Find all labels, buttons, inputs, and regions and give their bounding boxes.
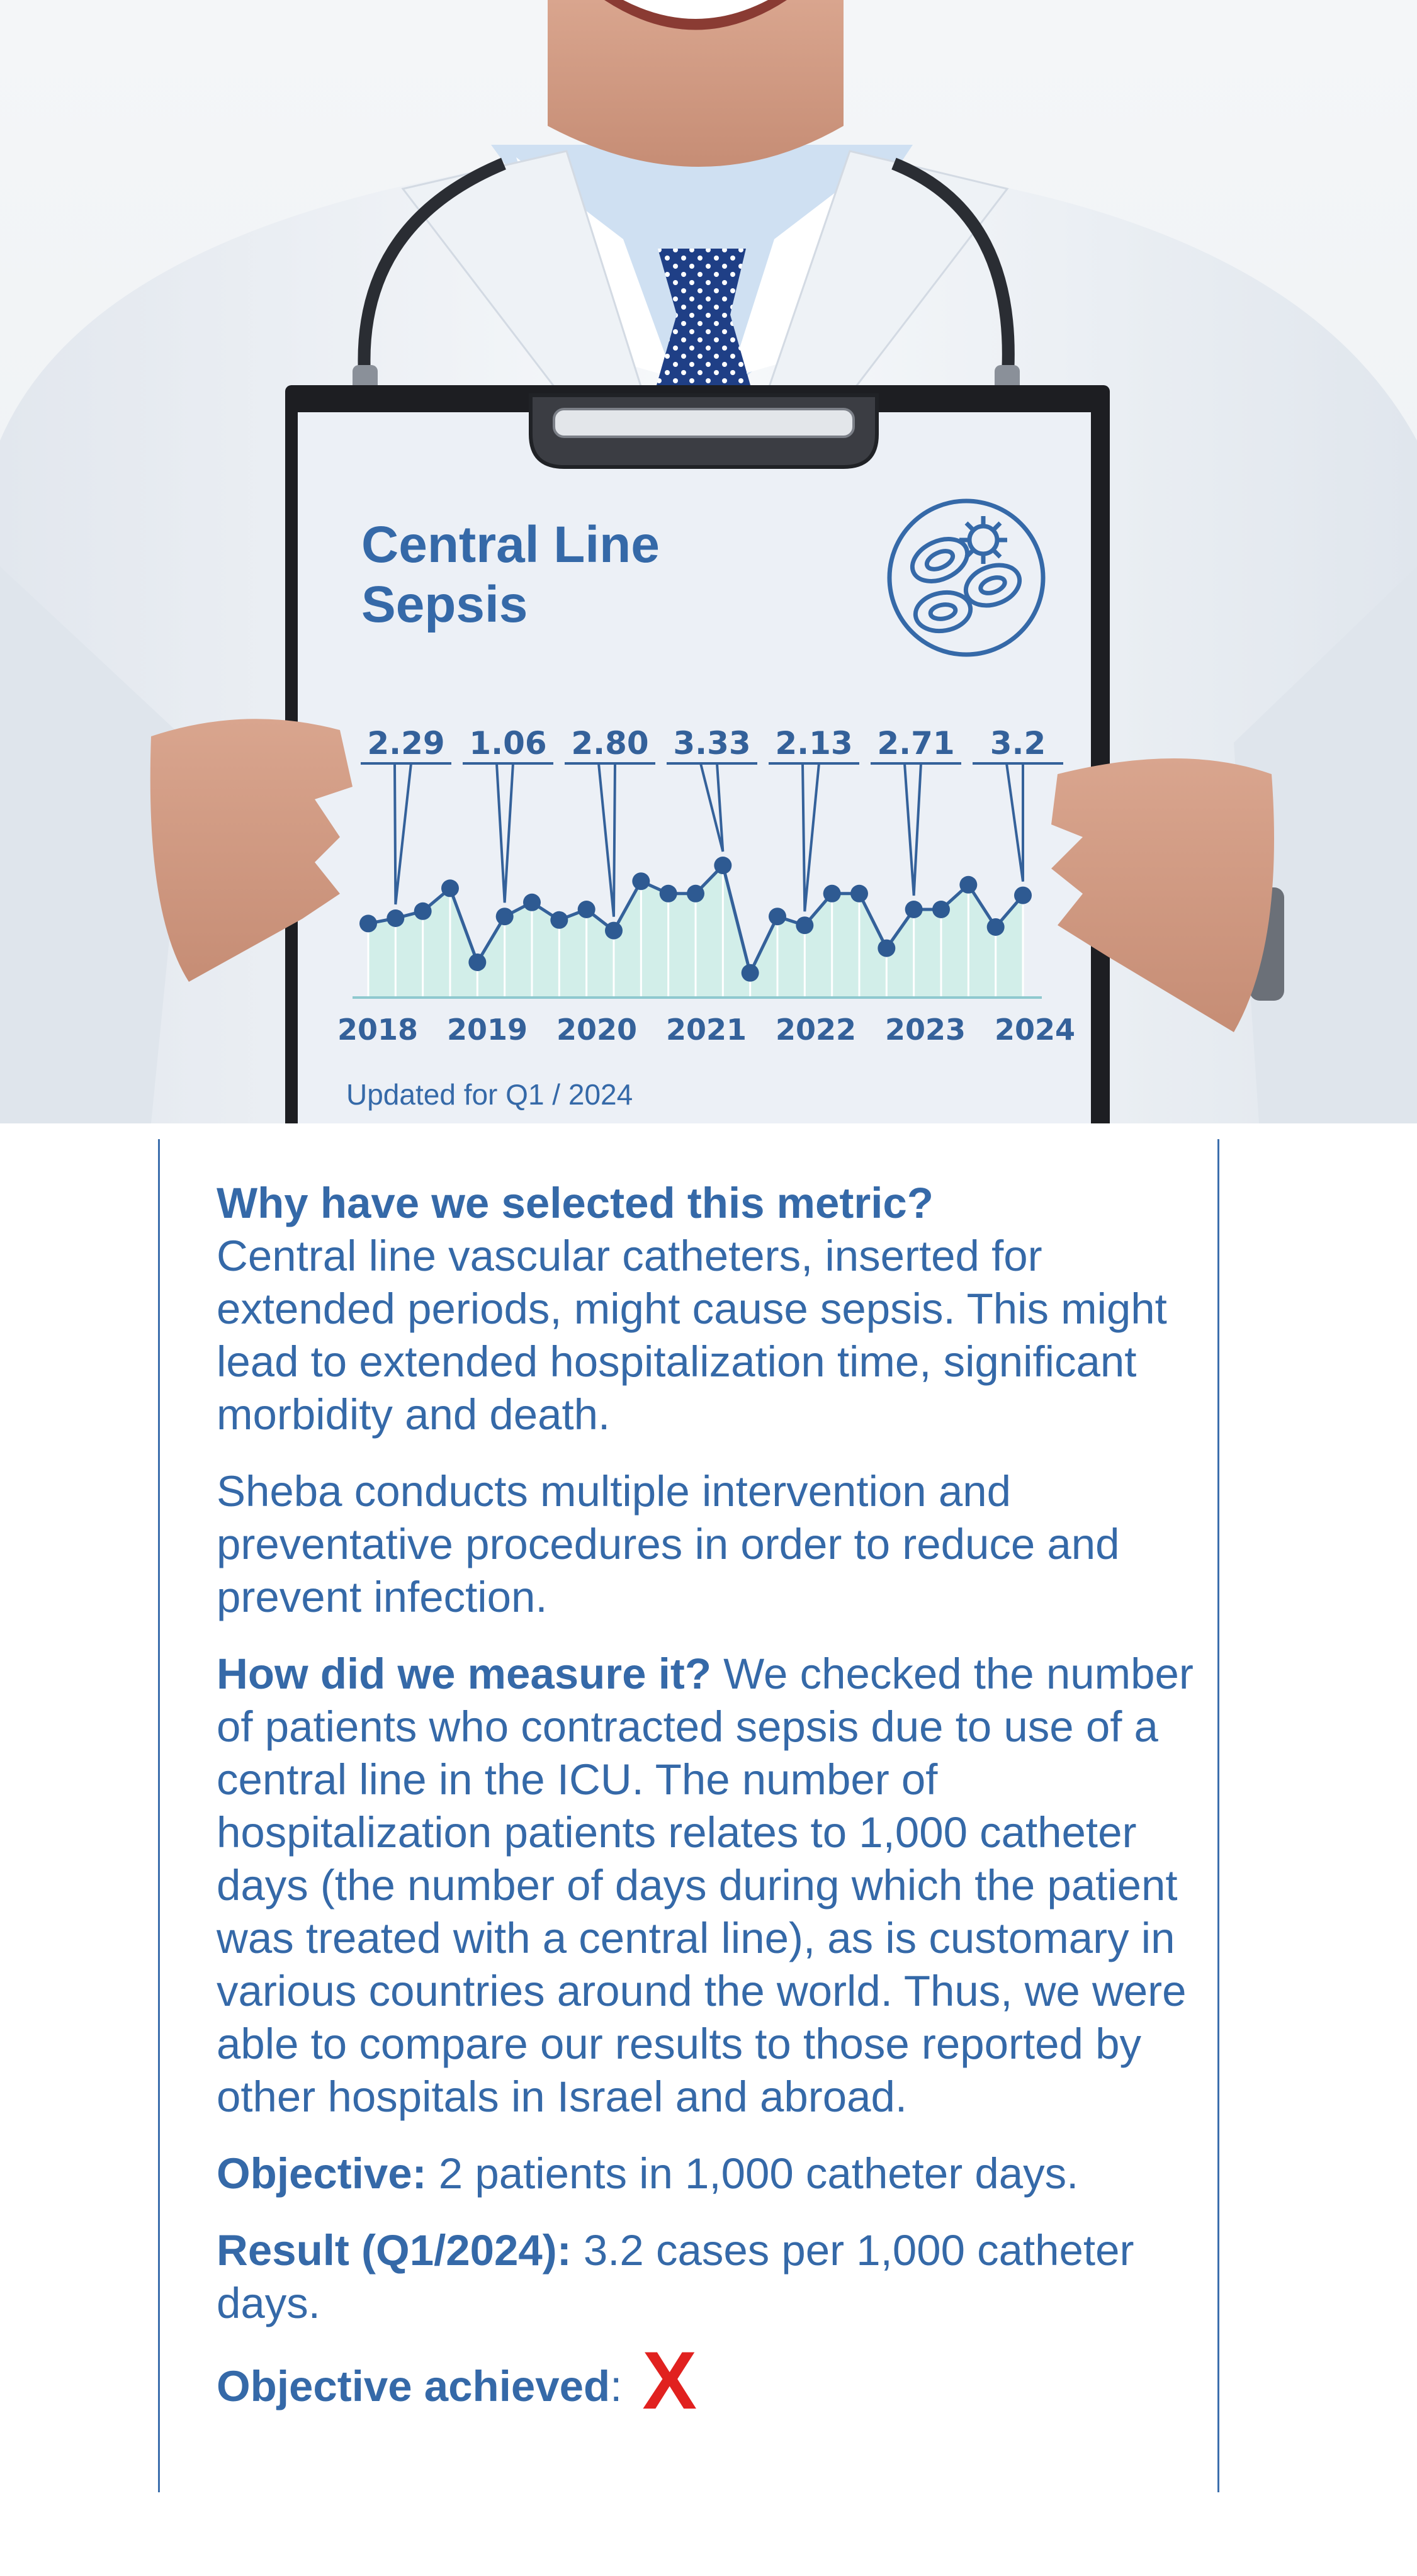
updated-note: Updated for Q1 / 2024 [346,1078,633,1111]
x-tick-label-2020: 2020 [556,1013,638,1047]
data-point-23 [987,918,1005,936]
result-label: Result (Q1/2024): [217,2226,572,2275]
data-point-9 [605,922,623,940]
description-content [217,1177,1199,2437]
description-panel [158,1139,1219,2492]
why-paragraph [217,1177,1199,1441]
annual-value-label-2020: 2.80 [571,725,649,762]
data-point-14 [742,964,759,982]
annual-value-label-2019: 1.06 [469,725,547,762]
annual-value-label-2022: 2.13 [775,725,853,762]
data-point-7 [550,911,568,929]
why-heading: Why have we selected this metric? [217,1179,934,1227]
data-point-13 [714,857,731,874]
how-heading: How did we measure it? [217,1650,711,1698]
data-point-24 [1014,887,1032,904]
data-point-6 [523,894,541,911]
how-paragraph [217,1648,1199,2123]
data-point-3 [441,879,459,897]
why-text: Central line vascular catheters, inserted for extended periods, might cause sepsis. This might lead to extended hospitalization time, significant morbidity and death. [217,1232,1167,1439]
callout-pointer-2020 [599,763,615,917]
sheba-text: Sheba conducts multiple intervention and preventative procedures in order to reduce and prevent infection. [217,1467,1120,1621]
callout-pointer-2019 [497,763,513,903]
data-point-20 [905,901,923,918]
annual-value-label-2021: 3.33 [673,725,751,762]
data-point-10 [632,872,650,890]
data-point-2 [414,903,432,920]
data-point-17 [823,885,841,903]
annual-value-label-2024: 3.2 [990,725,1046,762]
result-paragraph [217,2224,1199,2330]
data-point-16 [796,916,813,934]
data-point-4 [468,953,486,971]
chart-title-line1: Central Line [361,516,660,573]
callout-pointer-2023 [905,763,921,896]
objective-label: Objective: [217,2149,427,2198]
callout-pointer-2024 [1007,763,1023,882]
callout-pointer-2021 [701,763,723,852]
callout-pointer-2018 [395,763,411,904]
data-point-22 [959,876,977,894]
data-point-5 [496,908,514,925]
sheba-paragraph [217,1465,1199,1624]
data-point-11 [660,885,677,903]
x-tick-label-2021: 2021 [665,1013,747,1047]
sepsis-line-chart [0,0,1417,1123]
callout-pointer-2022 [803,763,819,911]
chart-title-line2: Sepsis [361,576,528,633]
data-point-19 [878,940,895,957]
data-point-0 [359,914,377,932]
x-tick-label-2024: 2024 [994,1013,1076,1047]
data-point-15 [769,908,786,925]
header-photo [0,0,1417,1123]
annual-value-label-2018: 2.29 [367,725,445,762]
not-achieved-cross-icon: X [642,2334,697,2426]
data-point-12 [687,885,704,903]
x-tick-label-2019: 2019 [446,1013,528,1047]
achieved-colon: : [610,2362,623,2410]
objective-text: 2 patients in 1,000 catheter days. [426,2149,1079,2198]
achieved-paragraph [217,2334,1199,2426]
achieved-label: Objective achieved [217,2362,611,2410]
x-tick-label-2023: 2023 [884,1013,966,1047]
annual-value-label-2023: 2.71 [877,725,955,762]
data-point-21 [932,901,950,918]
how-text: We checked the number of patients who contracted sepsis due to use of a central line in the ICU. The number of hospitalization patients relates to 1,000 catheter days (the number of days during which the patient was treated with a central line), as is customary in various countries around the world. Thus, we were able to compare our results to those reported by other hospitals in Israel and abroad. [217,1650,1194,2121]
x-tick-label-2022: 2022 [775,1013,857,1047]
data-point-8 [578,901,596,918]
data-point-1 [387,909,404,927]
data-point-18 [850,885,868,903]
objective-paragraph [217,2147,1199,2200]
x-tick-label-2018: 2018 [337,1013,419,1047]
result-text: 3.2 cases per 1,000 catheter days. [217,2226,1134,2327]
